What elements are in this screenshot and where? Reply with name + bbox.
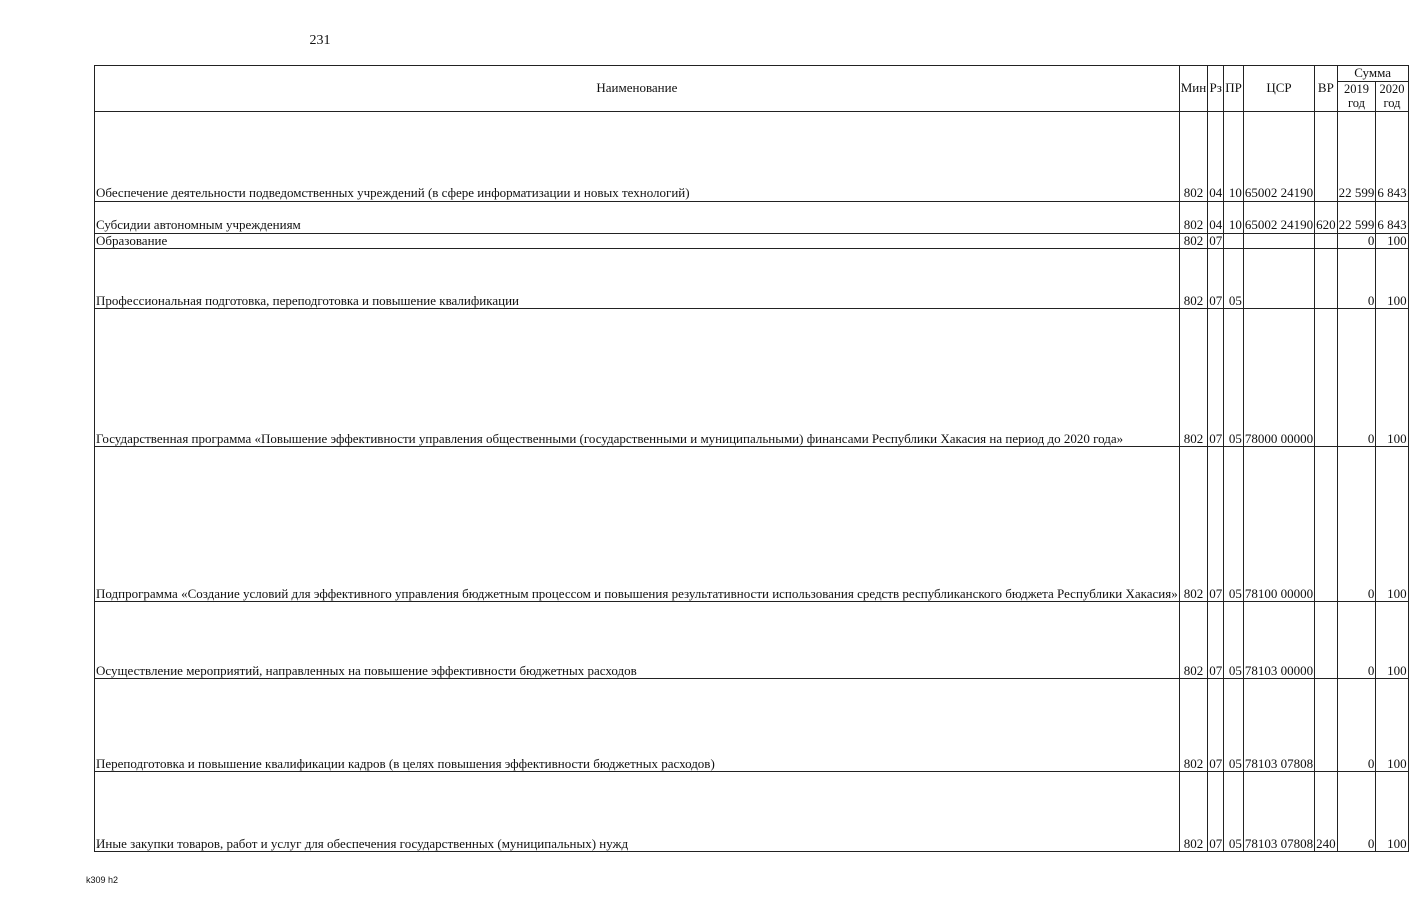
cell-name: Обеспечение деятельности подведомственных учреждений (в сфере информатизации и новых технологий) xyxy=(95,111,1180,201)
cell-vr xyxy=(1315,447,1338,602)
cell-name: Подпрограмма «Создание условий для эффективного управления бюджетным процессом и повышения результативности использования средств республиканского бюджета Республики Хакасия» xyxy=(95,447,1180,602)
cell-pr: 05 xyxy=(1224,679,1244,772)
cell-2020: 100 xyxy=(1376,602,1408,679)
cell-min: 802 xyxy=(1179,679,1207,772)
table-row xyxy=(95,772,1409,852)
cell-pr: 05 xyxy=(1224,447,1244,602)
cell-vr xyxy=(1315,309,1338,447)
cell-rz: 07 xyxy=(1209,232,1223,248)
cell-vr xyxy=(1315,111,1338,201)
table-row xyxy=(95,111,1409,201)
cell-2020: 100 xyxy=(1376,233,1408,249)
cell-2020: 100 xyxy=(1376,679,1408,772)
header-vr: ВР xyxy=(1315,66,1338,112)
table-body xyxy=(95,111,1409,852)
cell-csr: 78100 00000 xyxy=(1243,447,1314,602)
cell-name: Субсидии автономным учреждениям xyxy=(95,201,1180,233)
cell-2020: 100 xyxy=(1376,772,1408,852)
cell-pr xyxy=(1224,233,1244,249)
cell-2019: 22 599 xyxy=(1337,201,1376,233)
cell-2019: 0 xyxy=(1337,447,1376,602)
cell-pr: 05 xyxy=(1224,249,1244,309)
header-name: Наименование xyxy=(95,66,1180,112)
header-sum: Сумма xyxy=(1337,66,1408,82)
cell-2019: 0 xyxy=(1337,249,1376,309)
cell-min: 802 xyxy=(1179,111,1207,201)
cell-pr: 05 xyxy=(1224,772,1244,852)
table-row xyxy=(95,201,1409,233)
cell-min: 802 xyxy=(1179,201,1207,233)
header-year-2020: 2020 год xyxy=(1376,81,1408,111)
cell-rz: 07 xyxy=(1208,309,1224,447)
cell-2020: 100 xyxy=(1376,309,1408,447)
cell-vr xyxy=(1315,249,1338,309)
cell-2019: 0 xyxy=(1337,602,1376,679)
cell-min: 802 xyxy=(1179,233,1207,249)
cell-name: Профессиональная подготовка, переподготовка и повышение квалификации xyxy=(95,249,1180,309)
footer-code: k309 h2 xyxy=(86,875,119,885)
cell-rz: 07 xyxy=(1208,249,1224,309)
cell-vr xyxy=(1315,679,1338,772)
header-rz: Рз xyxy=(1208,66,1224,112)
header-csr: ЦСР xyxy=(1243,66,1314,112)
cell-2019: 0 xyxy=(1337,309,1376,447)
cell-rz: 07 xyxy=(1208,679,1224,772)
cell-min: 802 xyxy=(1179,309,1207,447)
cell-vr xyxy=(1315,233,1338,249)
cell-vr xyxy=(1315,602,1338,679)
cell-pr: 10 xyxy=(1224,201,1244,233)
page-number: 231 xyxy=(309,33,331,48)
table-row xyxy=(95,447,1409,602)
budget-table xyxy=(94,65,1409,852)
table-row xyxy=(95,309,1409,447)
cell-rz: 04 xyxy=(1208,201,1224,233)
cell-name: Образование xyxy=(95,233,1180,249)
cell-name: Иные закупки товаров, работ и услуг для обеспечения государственных (муниципальных) нужд xyxy=(95,772,1180,852)
cell-2020: 100 xyxy=(1376,249,1408,309)
cell-csr: 78000 00000 xyxy=(1243,309,1314,447)
cell-csr: 65002 24190 xyxy=(1243,111,1314,201)
cell-name: Осуществление мероприятий, направленных на повышение эффективности бюджетных расходов xyxy=(95,602,1180,679)
table-row xyxy=(95,602,1409,679)
cell-name: Государственная программа «Повышение эффективности управления общественными (государственными и муниципальными) финансами Республики Хакасия на период до 2020 года» xyxy=(95,309,1180,447)
header-pr: ПР xyxy=(1224,66,1244,112)
cell-pr: 05 xyxy=(1224,602,1244,679)
cell-min: 802 xyxy=(1179,447,1207,602)
cell-2019: 0 xyxy=(1337,679,1376,772)
header-year-2019: 2019 год xyxy=(1337,81,1376,111)
cell-2020: 6 843 xyxy=(1376,111,1408,201)
cell-csr: 78103 07808 xyxy=(1243,772,1314,852)
table-row xyxy=(95,249,1409,309)
cell-2020: 6 843 xyxy=(1376,201,1408,233)
cell-rz: 07 xyxy=(1208,602,1224,679)
cell-vr: 620 xyxy=(1315,201,1338,233)
cell-rz: 04 xyxy=(1208,111,1224,201)
table-row xyxy=(95,233,1409,249)
cell-vr: 240 xyxy=(1315,772,1338,852)
cell-2019: 0 xyxy=(1337,772,1376,852)
table-row xyxy=(95,679,1409,772)
cell-min: 802 xyxy=(1179,772,1207,852)
cell-csr: 78103 07808 xyxy=(1243,679,1314,772)
cell-2019: 0 xyxy=(1337,233,1376,249)
cell-2019: 22 599 xyxy=(1337,111,1376,201)
header-min: Мин xyxy=(1179,66,1207,112)
cell-pr: 10 xyxy=(1224,111,1244,201)
cell-min: 802 xyxy=(1179,602,1207,679)
cell-csr: 65002 24190 xyxy=(1243,201,1314,233)
cell-csr xyxy=(1243,233,1314,249)
cell-rz: 07 xyxy=(1208,447,1224,602)
cell-name: Переподготовка и повышение квалификации кадров (в целях повышения эффективности бюджетных расходов) xyxy=(95,679,1180,772)
cell-csr xyxy=(1243,249,1314,309)
cell-pr: 05 xyxy=(1224,309,1244,447)
cell-2020: 100 xyxy=(1376,447,1408,602)
cell-csr: 78103 00000 xyxy=(1243,602,1314,679)
cell-rz: 07 xyxy=(1208,772,1224,852)
cell-min: 802 xyxy=(1179,249,1207,309)
